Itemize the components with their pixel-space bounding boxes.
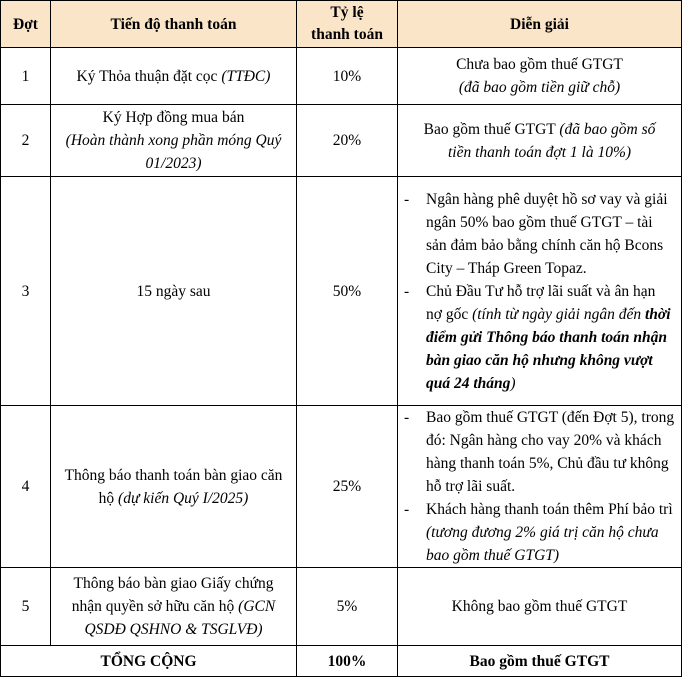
progress-text: Ký Thỏa thuận đặt cọc bbox=[76, 67, 222, 85]
total-row bbox=[1, 646, 682, 677]
progress-note: (GCN QSDĐ QSHNO & TSGLVĐ) bbox=[84, 598, 276, 638]
description-note: (đã bao gồm tiền giữ chỗ) bbox=[458, 79, 621, 96]
row-description bbox=[398, 406, 682, 568]
bullet-note-end: ) bbox=[510, 374, 516, 392]
row-rate: 10% bbox=[297, 48, 398, 105]
header-rate bbox=[297, 1, 398, 48]
table-row bbox=[1, 48, 682, 105]
progress-text: Ký Hợp đồng mua bán bbox=[102, 109, 245, 126]
progress-text: Thông báo thanh toán bàn giao căn hộ bbox=[64, 466, 283, 507]
total-rate: 100% bbox=[297, 646, 398, 677]
header-rate-text: Tỷ lệ thanh toán bbox=[311, 4, 383, 43]
row-progress bbox=[51, 568, 297, 646]
row-progress bbox=[51, 105, 297, 177]
row-no: 3 bbox=[1, 177, 51, 406]
list-item bbox=[404, 280, 671, 395]
progress-note: (Hoàn thành xong phần móng Quý 01/2023) bbox=[65, 132, 282, 172]
table-row bbox=[1, 568, 682, 646]
row-progress bbox=[51, 406, 297, 568]
row-no: 4 bbox=[1, 406, 51, 568]
description-text: Chưa bao gồm thuế GTGT bbox=[456, 56, 623, 73]
description-text: Bao gồm thuế GTGT bbox=[423, 120, 560, 138]
total-description: Bao gồm thuế GTGT bbox=[398, 646, 682, 677]
row-progress bbox=[51, 48, 297, 105]
bullet-emphasis: thời điểm gửi Thông báo thanh toán nhận bàn giao căn hộ nhưng không vượt quá 24 tháng bbox=[426, 305, 671, 392]
header-progress: Tiến độ thanh toán bbox=[51, 1, 297, 48]
bullet-note: (tương đương 2% giá trị căn hộ chưa bao gồm thuế GTGT) bbox=[426, 524, 659, 564]
row-progress: 15 ngày sau bbox=[51, 177, 297, 406]
list-item bbox=[404, 498, 675, 567]
progress-note: (TTĐC) bbox=[221, 67, 271, 85]
progress-text: Thông báo bàn giao Giấy chứng nhận quyền sở hữu căn hộ bbox=[71, 575, 274, 615]
list-item: - Bao gồm thuế GTGT (đến Đợt 5), trong đó: Ngân hàng cho vay 20% và khách hàng thanh toán 5%, Chủ đầu tư không hỗ trợ lãi suất. bbox=[404, 406, 675, 498]
bullet-text: Khách hàng thanh toán thêm Phí bảo trì bbox=[426, 501, 673, 518]
row-no: 5 bbox=[1, 568, 51, 646]
total-label: TỔNG CỘNG bbox=[1, 646, 297, 677]
row-no: 2 bbox=[1, 105, 51, 177]
row-rate: 5% bbox=[297, 568, 398, 646]
row-description: Không bao gồm thuế GTGT bbox=[398, 568, 682, 646]
list-item: - Ngân hàng phê duyệt hồ sơ vay và giải ngân 50% bao gồm thuế GTGT – tài sản đảm bảo bằng chính căn hộ Bcons City – Tháp Green Topaz. bbox=[404, 188, 671, 280]
bullet-text: Chủ Đầu Tư hỗ trợ lãi suất và ân hạn nợ gốc bbox=[426, 282, 656, 323]
row-rate: 50% bbox=[297, 177, 398, 406]
row-rate: 25% bbox=[297, 406, 398, 568]
header-description: Diễn giải bbox=[398, 1, 682, 48]
table-header-row bbox=[1, 1, 682, 48]
table-row bbox=[1, 105, 682, 177]
progress-note: (dự kiến Quý I/2025) bbox=[118, 489, 249, 507]
table-row bbox=[1, 177, 682, 406]
description-note: (đã bao gồm số tiền thanh toán đợt 1 là 10%) bbox=[447, 120, 656, 161]
row-description bbox=[398, 177, 682, 406]
bullet-note: (tính từ ngày giải ngân đến bbox=[472, 305, 645, 323]
row-rate: 20% bbox=[297, 105, 398, 177]
description-list bbox=[404, 406, 675, 567]
header-installment: Đợt bbox=[1, 1, 51, 48]
row-description bbox=[398, 105, 682, 177]
row-no: 1 bbox=[1, 48, 51, 105]
table-row bbox=[1, 406, 682, 568]
description-list bbox=[404, 188, 671, 395]
row-description bbox=[398, 48, 682, 105]
